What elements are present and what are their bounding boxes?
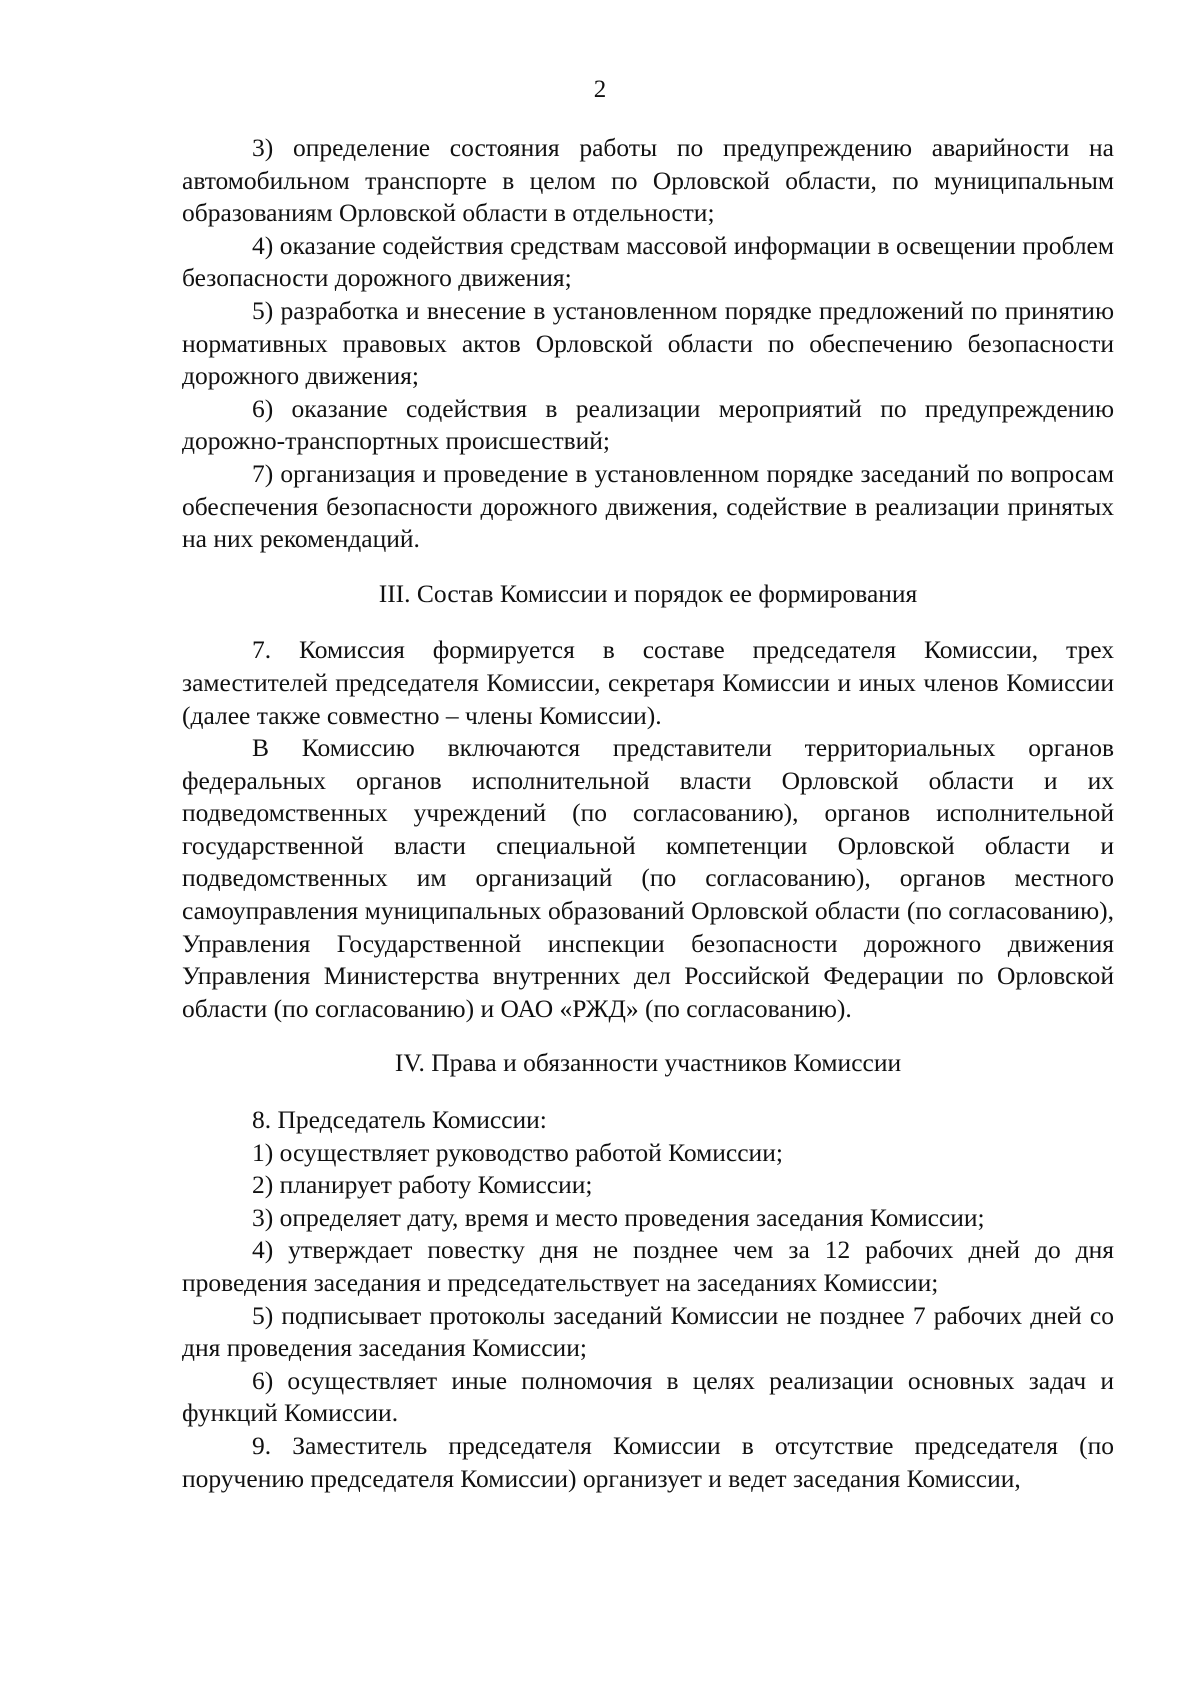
paragraph-item-3: 3) определение состояния работы по предупреждению аварийности на автомобильном транспорте в целом по Орловской области, по муниципальным образованиям Орловской области в отдельности; [182, 133, 1114, 228]
paragraph-clause-8: 8. Председатель Комиссии: [252, 1105, 547, 1135]
paragraph-item-7: 7) организация и проведение в установленном порядке заседаний по вопросам обеспечения безопасности дорожного движения, содействие в реализации принятых на них рекомендаций. [182, 458, 1114, 554]
paragraph-item-6: 6) оказание содействия в реализации мероприятий по предупреждению дорожно-транспортных происшествий; [182, 393, 1114, 456]
paragraph-chair-duty-4: 4) утверждает повестку дня не позднее чем за 12 рабочих дней до дня проведения заседания и председательствует на заседаниях Комиссии; [182, 1235, 1114, 1297]
section-heading-3: III. Состав Комиссии и порядок ее формирования [378, 578, 918, 608]
section-heading-4: IV. Права и обязанности участников Комиссии [394, 1048, 902, 1078]
page-number: 2 [593, 76, 607, 103]
paragraph-clause-9: 9. Заместитель председателя Комиссии в отсутствие председателя (по поручению председателя Комиссии) организует и ведет заседания Комиссии, [182, 1430, 1114, 1493]
paragraph-item-5: 5) разработка и внесение в установленном порядке предложений по принятию нормативных правовых актов Орловской области по обеспечению безопасности дорожного движения; [182, 295, 1114, 391]
paragraph-item-4: 4) оказание содействия средствам массовой информации в освещении проблем безопасности дорожного движения; [182, 230, 1114, 293]
document-body [182, 132, 1114, 1495]
paragraph-chair-duty-2: 2) планирует работу Комиссии; [252, 1170, 593, 1200]
paragraph-chair-duty-3: 3) определяет дату, время и место проведения заседания Комиссии; [252, 1202, 985, 1232]
paragraph-chair-duty-5: 5) подписывает протоколы заседаний Комиссии не позднее 7 рабочих дней со дня проведения заседания Комиссии; [182, 1300, 1114, 1363]
paragraph-chair-duty-1: 1) осуществляет руководство работой Комиссии; [252, 1137, 783, 1167]
paragraph-clause-7: 7. Комиссия формируется в составе председателя Комиссии, трех заместителей председателя Комиссии, секретаря Комиссии и иных членов Комиссии (далее также совместно – члены Комиссии). [182, 635, 1114, 730]
paragraph-chair-duty-6: 6) осуществляет иные полномочия в целях реализации основных задач и функций Комиссии. [182, 1365, 1114, 1428]
paragraph-commission-members: В Комиссию включаются представители территориальных органов федеральных органов исполнительной власти Орловской области и их подведомственных учреждений (по согласованию), органов исполнительной государственной власти специальной компетенции Орловской области и подведомственных им организаций (по согласованию), органов местного самоуправления муниципальных образований Орловской области (по согласованию), Управления Государственной инспекции безопасности дорожного движения Управления Министерства внутренних дел Российской Федерации по Орловской области (по согласованию) и ОАО «РЖД» (по согласованию). [182, 733, 1114, 1023]
